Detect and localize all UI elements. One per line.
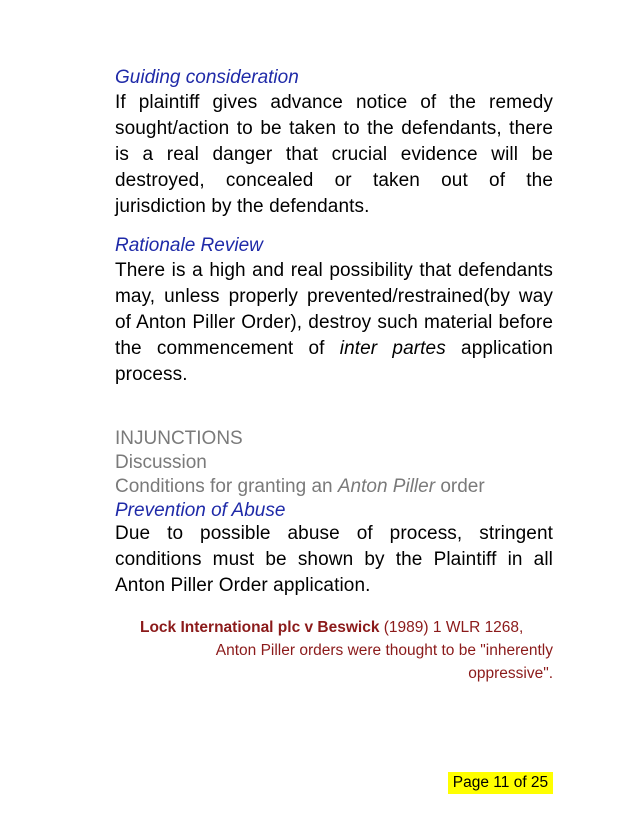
conditions-line (115, 475, 485, 498)
page-number-badge: Page 11 of 25 (448, 772, 553, 794)
case-citation: (1989) 1 WLR 1268, (379, 619, 524, 636)
rationale-review-heading: Rationale Review (115, 235, 263, 256)
case-note-line-1: Anton Piller orders were thought to be "inherently (215, 642, 553, 659)
guiding-consideration-body: If plaintiff gives advance notice of the remedy sought/action to be taken to the defendants, there is a real danger that crucial evidence will be destroyed, concealed or taken out of the jurisdiction by the defendants. (115, 92, 553, 217)
rationale-review-body (115, 258, 553, 388)
injunctions-title: INJUNCTIONS (115, 428, 243, 449)
rationale-text-start: There is a high and real possibility that defendants may, unless properly prevented/restrained(by way of Anton Piller Order), destroy such material before the commencement of (115, 260, 553, 359)
case-note-line-2: oppressive". (468, 665, 553, 682)
conditions-text-end: order (435, 476, 485, 497)
guiding-consideration-heading: Guiding consideration (115, 67, 299, 88)
prevention-of-abuse-body: Due to possible abuse of process, stringent conditions must be shown by the Plaintiff in all Anton Piller Order application. (115, 523, 553, 596)
conditions-text-start: Conditions for granting an (115, 476, 338, 497)
anton-piller-term: Anton Piller (337, 476, 436, 497)
discussion-subtitle: Discussion (115, 452, 207, 473)
prevention-of-abuse-heading: Prevention of Abuse (115, 500, 286, 521)
case-reference (140, 616, 553, 685)
case-citation-line (140, 616, 553, 639)
rationale-text-end: application process. (115, 338, 553, 385)
case-name: Lock International plc v Beswick (140, 619, 380, 636)
inter-partes-term: inter partes (339, 338, 446, 359)
